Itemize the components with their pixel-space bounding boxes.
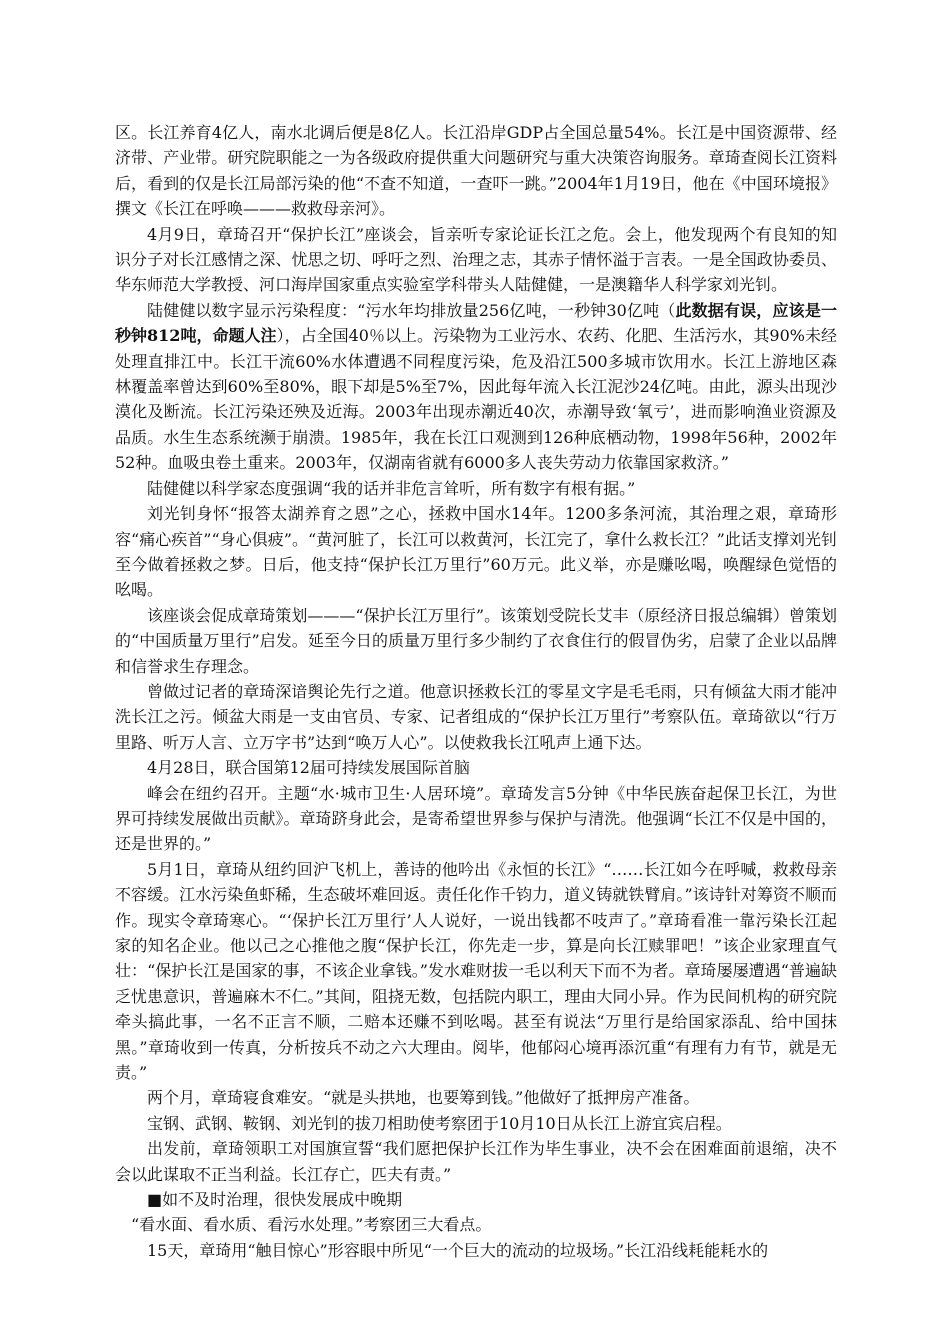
paragraph-16: 15天，章琦用“触目惊心”形容眼中所见“一个巨大的流动的垃圾场。”长江沿线耗能耗水的 xyxy=(147,1240,769,1260)
paragraph-11: 两个月，章琦寝食难安。“就是头拱地，也要筹到钱。”他做好了抵押房产准备。 xyxy=(147,1088,700,1108)
paragraph-10: 5月1日，章琦从纽约回沪飞机上，善诗的他吟出《永恒的长江》“……长江如今在呼喊，救救母亲不容缓。江水污染鱼虾稀，生态破坏难回返。责任化作千钧力，道义铸就铁臂肩。”该诗针对筹资不顺而作。现实令章琦寒心。“‘保护长江万里行’人人说好，一说出钱都不吱声了。”章琦看准一靠污染长江起家的知名企业。他以己之心推他之腹“保护长江，你先走一步，算是向长江赎罪吧！”该企业家理直气壮：“保护长江是国家的事，不该企业拿钱。”发水难财拔一毛以利天下而不为者。章琦屡屡遭遇“普遍缺乏忧患意识，普遍麻木不仁。”其间，阻挠无数，包括院内职工，理由大同小异。作为民间机构的研究院牵头搞此事，一名不正言不顺，二赔本还赚不到吆喝。甚至有说法“万里行是给国家添乱、给中国抹黑。”章琦收到一传真，分析按兵不动之六大理由。阅毕，他郁闷心境再添沉重“有理有力有节，就是无责。” xyxy=(115,859,837,1083)
paragraph-12: 宝钢、武钢、鞍钢、刘光钊的拔刀相助使考察团于10月10日从长江上游宜宾启程。 xyxy=(147,1113,732,1133)
paragraph-3 xyxy=(115,298,837,476)
paragraph-2: 4月9日，章琦召开“保护长江”座谈会，旨亲听专家论证长江之危。会上，他发现两个有良知的知识分子对长江感情之深、忧思之切、呼吁之烈、治理之志，其赤子情怀溢于言表。一是全国政协委员、华东师范大学教授、河口海岸国家重点实验室学科带头人陆健健，一是澳籍华人科学家刘光钊。 xyxy=(115,224,837,295)
editor-note: 此数据有误，应该是一秒钟812吨，命题人注 xyxy=(115,300,837,346)
document-page xyxy=(115,120,837,1263)
paragraph-6: 该座谈会促成章琦策划———“保护长江万里行”。该策划受院长艾丰（原经济日报总编辑）曾策划的“中国质量万里行”启发。延至今日的质量万里行多少制约了衣食住行的假冒伪劣，启蒙了企业以品牌和信誉求生存理念。 xyxy=(115,605,837,676)
paragraph-5: 刘光钊身怀“报答太湖养育之恩”之心，拯救中国水14年。1200多条河流，其治理之艰，章琦形容“痛心疾首”“身心俱疲”。“黄河脏了，长江可以救黄河，长江完了，拿什么救长江？”此话支撑刘光钊至今做着拯救之梦。日后，他支持“保护长江万里行”60万元。此义举，亦是赚吆喝，唤醒绿色觉悟的吆喝。 xyxy=(115,504,837,600)
paragraph-7: 曾做过记者的章琦深谙舆论先行之道。他意识拯救长江的零星文字是毛毛雨，只有倾盆大雨才能冲洗长江之污。倾盆大雨是一支由官员、专家、记者组成的“保护长江万里行”考察队伍。章琦欲以“行万里路、听万人言、立万字书”达到“唤万人心”。以使救我长江吼声上通下达。 xyxy=(115,681,837,752)
paragraph-9: 峰会在纽约召开。主题“水·城市卫生·人居环境”。章琦发言5分钟《中华民族奋起保卫长江，为世界可持续发展做出贡献》。章琦跻身此会，是寄希望世界参与保护与清洗。他强调“长江不仅是中国的，还是世界的。” xyxy=(115,783,837,854)
paragraph-13: 出发前，章琦领职工对国旗宣誓“我们愿把保护长江作为毕生事业，决不会在困难面前退缩，决不会以此谋取不正当利益。长江存亡，匹夫有责。” xyxy=(115,1139,837,1184)
section-heading: ■如不及时治理，很快发展成中晚期 xyxy=(147,1190,403,1210)
paragraph-15: “看水面、看水质、看污水处理。”考察团三大看点。 xyxy=(131,1215,492,1235)
paragraph-8: 4月28日，联合国第12届可持续发展国际首脑 xyxy=(147,758,470,778)
paragraph-3-part-1: 陆健健以数字显示污染程度：“污水年均排放量256亿吨，一秒钟30亿吨（ xyxy=(147,300,676,320)
paragraph-1: 区。长江养育4亿人，南水北调后便是8亿人。长江沿岸GDP占全国总量54%。长江是中国资源带、经济带、产业带。研究院职能之一为各级政府提供重大问题研究与重大决策咨询服务。章琦查阅长江资料后，看到的仅是长江局部污染的他“不查不知道，一查吓一跳。”2004年1月19日，他在《中国环境报》撰文《长江在呼唤———救救母亲河》。 xyxy=(115,123,837,219)
paragraph-4: 陆健健以科学家态度强调“我的话并非危言耸听，所有数字有根有据。” xyxy=(147,478,636,498)
paragraph-3-part-2: ），占全国40％以上。污染物为工业污水、农药、化肥、生活污水，其90%未经处理直排江中。长江干流60%水体遭遇不同程度污染，危及沿江500多城市饮用水。长江上游地区森林覆盖率曾达到60%至80%，眼下却是5%至7%，因此每年流入长江泥沙24亿吨。由此，源头出现沙漠化及断流。长江污染还殃及近海。2003年出现赤潮近40次，赤潮导致‘氧亏’，进而影响渔业资源及品质。水生生态系统濒于崩溃。1985年，我在长江口观测到126种底栖动物，1998年56种，2002年52种。血吸虫卷土重来。2003年，仅湖南省就有6000多人丧失劳动力依靠国家救济。” xyxy=(115,326,837,473)
